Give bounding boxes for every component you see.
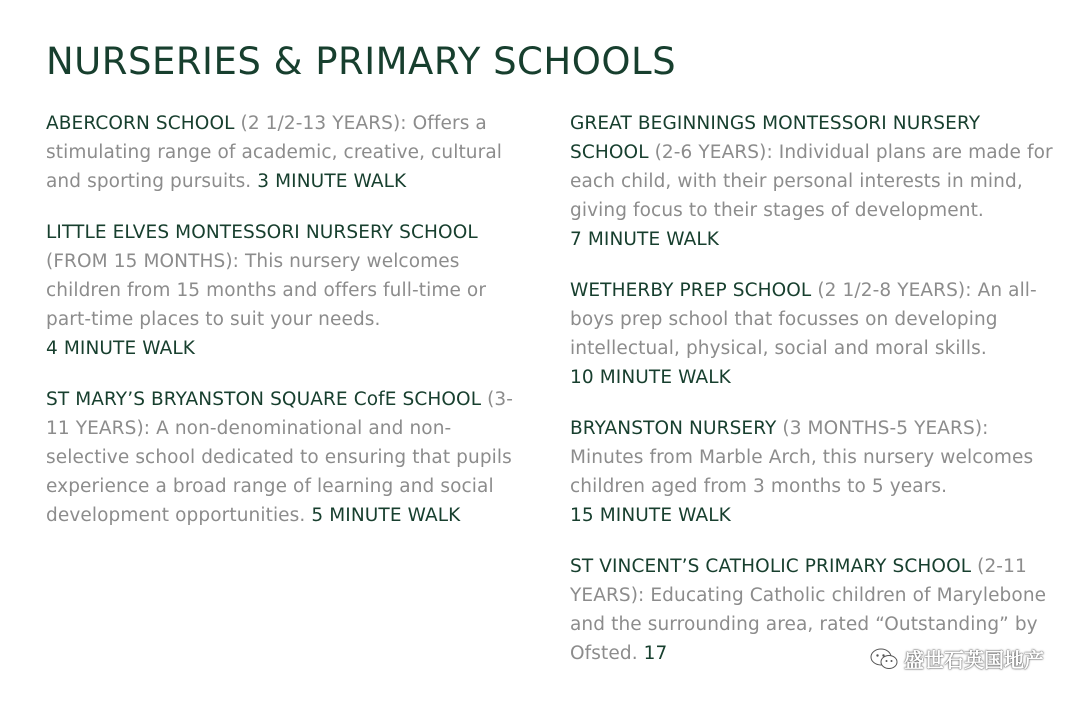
school-detail: (2-6 YEARS): Individual plans are made for each child, with their personal interests in mind, giving focus to their stages of development. <box>570 142 1053 221</box>
school-name: ABERCORN SCHOOL <box>46 113 235 134</box>
right-column <box>570 109 1055 690</box>
school-name: GREAT BEGINNINGS MONTESSORI NURSERY SCHOOL <box>570 113 981 163</box>
walk-time: 4 MINUTE WALK <box>46 338 195 359</box>
school-name: ST MARY’S BRYANSTON SQUARE CofE SCHOOL <box>46 389 482 410</box>
walk-time: 7 MINUTE WALK <box>570 229 719 250</box>
school-entry-bryanston-nursery <box>570 414 1055 530</box>
school-entry-little-elves <box>46 218 526 363</box>
walk-time: 10 MINUTE WALK <box>570 367 731 388</box>
school-entry-abercorn <box>46 109 526 196</box>
school-detail: (3-11 YEARS): A non-denominational and non-selective school dedicated to ensuring that pupils experience a broad range of learning and social development opportunities. <box>46 389 514 526</box>
school-entry-wetherby <box>570 276 1055 392</box>
school-detail: (FROM 15 MONTHS): This nursery welcomes children from 15 months and offers full-time or part-time places to suit your needs. <box>46 251 487 330</box>
school-entry-st-marys <box>46 385 526 530</box>
walk-time: 3 MINUTE WALK <box>257 171 407 192</box>
watermark-text: 盛世石英国地产 <box>904 648 1044 672</box>
school-detail: (2-11 YEARS): Educating Catholic children of Marylebone and the surrounding area, rated “Outstanding” by Ofsted. <box>570 556 1047 664</box>
left-column <box>46 109 526 552</box>
watermark <box>870 644 1044 673</box>
school-name: ST VINCENT’S CATHOLIC PRIMARY SCHOOL <box>570 556 972 577</box>
wechat-icon <box>870 648 898 670</box>
school-name: WETHERBY PREP SCHOOL <box>570 280 812 301</box>
walk-time: 17 <box>643 643 668 664</box>
school-detail: (2 1/2-8 YEARS): An all-boys prep school that focusses on developing intellectual, physical, social and moral skills. <box>570 280 1037 359</box>
school-entry-great-beginnings <box>570 109 1055 254</box>
school-detail: (2 1/2-13 YEARS): Offers a stimulating range of academic, creative, cultural and sporting pursuits. <box>46 113 503 192</box>
walk-time: 15 MINUTE WALK <box>570 505 731 526</box>
page-title: NURSERIES & PRIMARY SCHOOLS <box>46 40 677 83</box>
school-name: LITTLE ELVES MONTESSORI NURSERY SCHOOL <box>46 222 478 243</box>
school-name: BRYANSTON NURSERY <box>570 418 777 439</box>
school-detail: (3 MONTHS-5 YEARS): Minutes from Marble Arch, this nursery welcomes children aged from 3 months to 5 years. <box>570 418 1034 497</box>
walk-time: 5 MINUTE WALK <box>311 505 461 526</box>
